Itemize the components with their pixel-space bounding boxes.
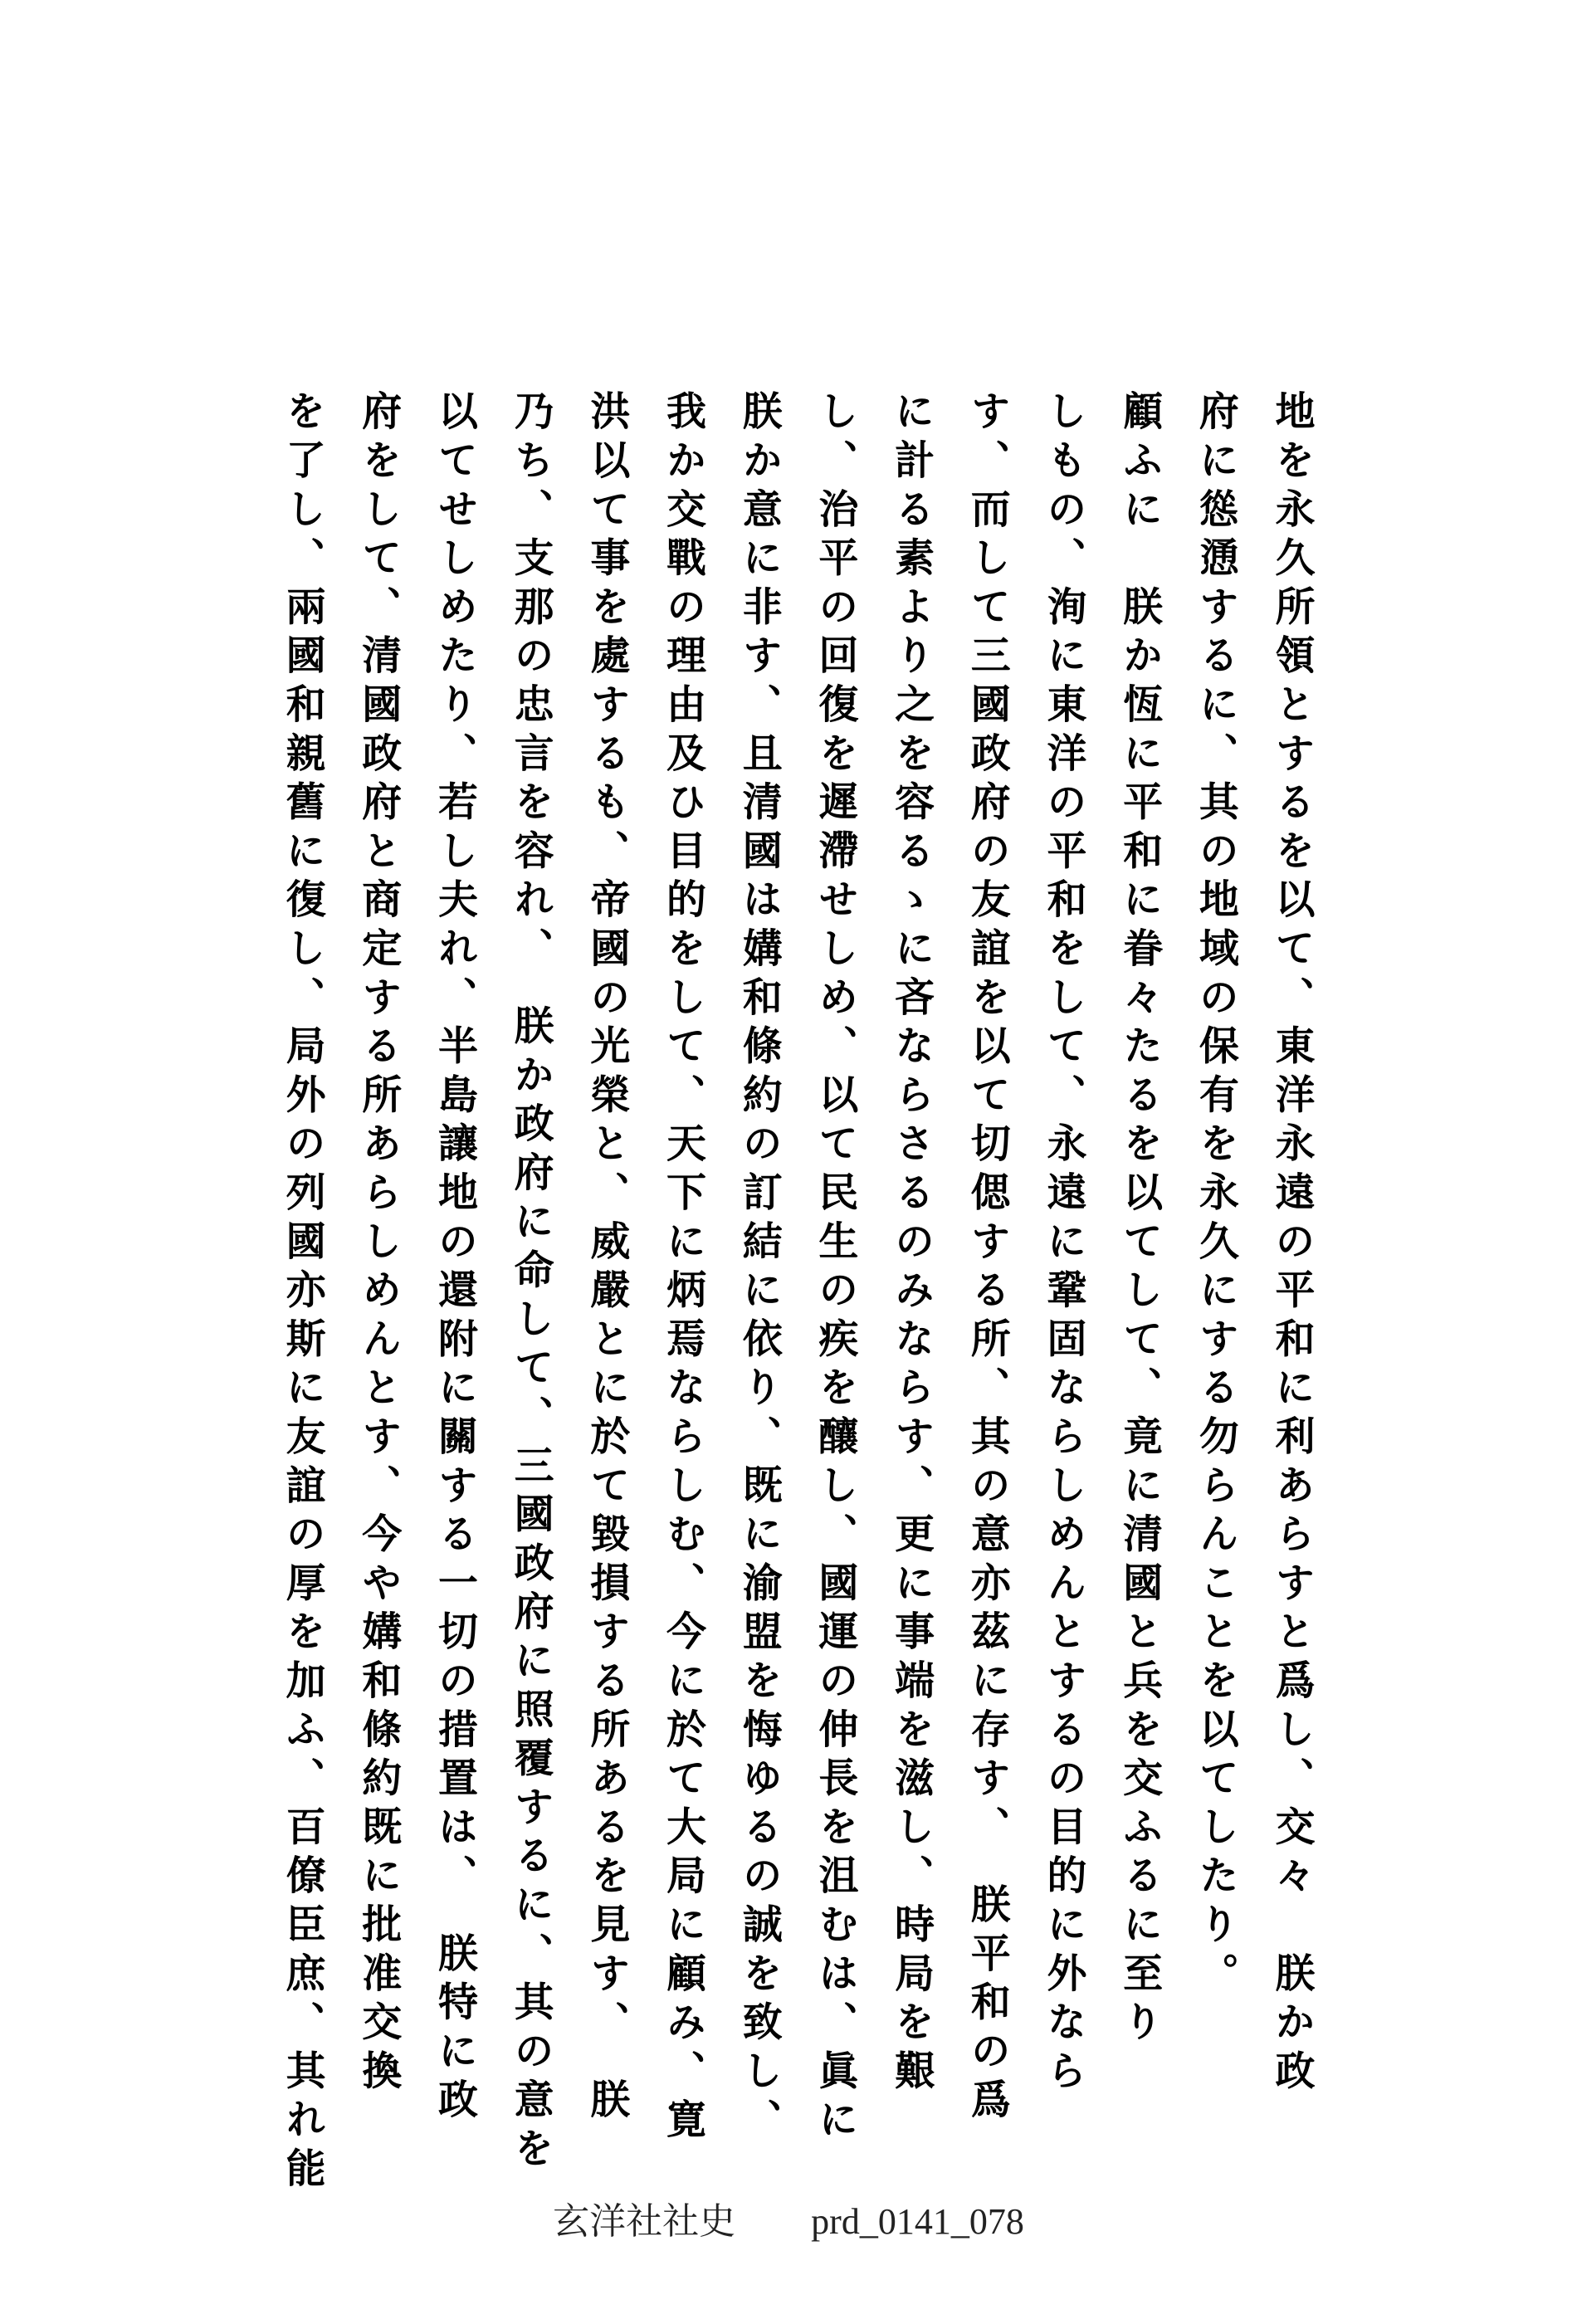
text-column-13: 府をして、清國政府と商定する所あらしめんとす、今や媾和條約既に批准交換 (354, 390, 402, 2098)
text-column-8: 朕か意に非す、且清國は媾和條約の訂結に依り、既に渝盟を悔ゆるの誠を致し、 (735, 390, 783, 2147)
text-column-3: 顧ふに 朕か恆に平和に眷々たるを以てして、竟に清國と兵を交ふるに至り (1116, 390, 1163, 2050)
text-column-1: 地を永久所領とするを以て、東洋永遠の平和に利あらすと爲し、交々 朕か政 (1268, 390, 1315, 2098)
text-column-7: し、治平の回復を遲滯せしめ、以て民生の疾を釀し、國運の伸長を沮むは、眞に (811, 390, 858, 2147)
text-column-12: 以てせしめたり、若し夫れ、半島讓地の還附に關する一切の措置は、 朕特に政 (431, 390, 478, 2127)
text-column-9: 我か交戰の理由及ひ目的をして、天下に炳焉ならしむ、今に於て大局に顧み、寛 (659, 390, 706, 2147)
page-footer (0, 2191, 1577, 2244)
text-column-6: に計る素より之を容るゝに吝ならさるのみならす、更に事端を滋し、時局を艱 (887, 390, 935, 2098)
vertical-text-body (279, 390, 1315, 2196)
footer-publisher: 玄洋社社史 (553, 2201, 736, 2242)
footer-page-id: prd_0141_078 (811, 2201, 1024, 2242)
text-column-2: 府に慫慂するに、其の地域の保有を永久にする勿らんことを以てしたり。 (1192, 390, 1239, 2001)
text-column-4: しもの、洵に東洋の平和をして、永遠に鞏固ならしめんとするの目的に外なら (1039, 390, 1086, 2098)
text-column-5: す、而して三國政府の友誼を以て切偲する所、其の意亦茲に存す、 朕平和の爲 (964, 390, 1011, 2127)
text-column-10: 洪以て事を處するも、帝國の光榮と、威嚴とに於て毀損する所あるを見す、 朕 (583, 390, 630, 2127)
text-column-14: を了し、兩國和親舊に復し、局外の列國亦斯に友誼の厚を加ふ、百僚臣庶、其れ能 (279, 390, 326, 2196)
text-column-11: 乃ち、支那の忠言を容れ、 朕か政府に命して、三國政府に照覆するに、其の意を (507, 390, 554, 2176)
